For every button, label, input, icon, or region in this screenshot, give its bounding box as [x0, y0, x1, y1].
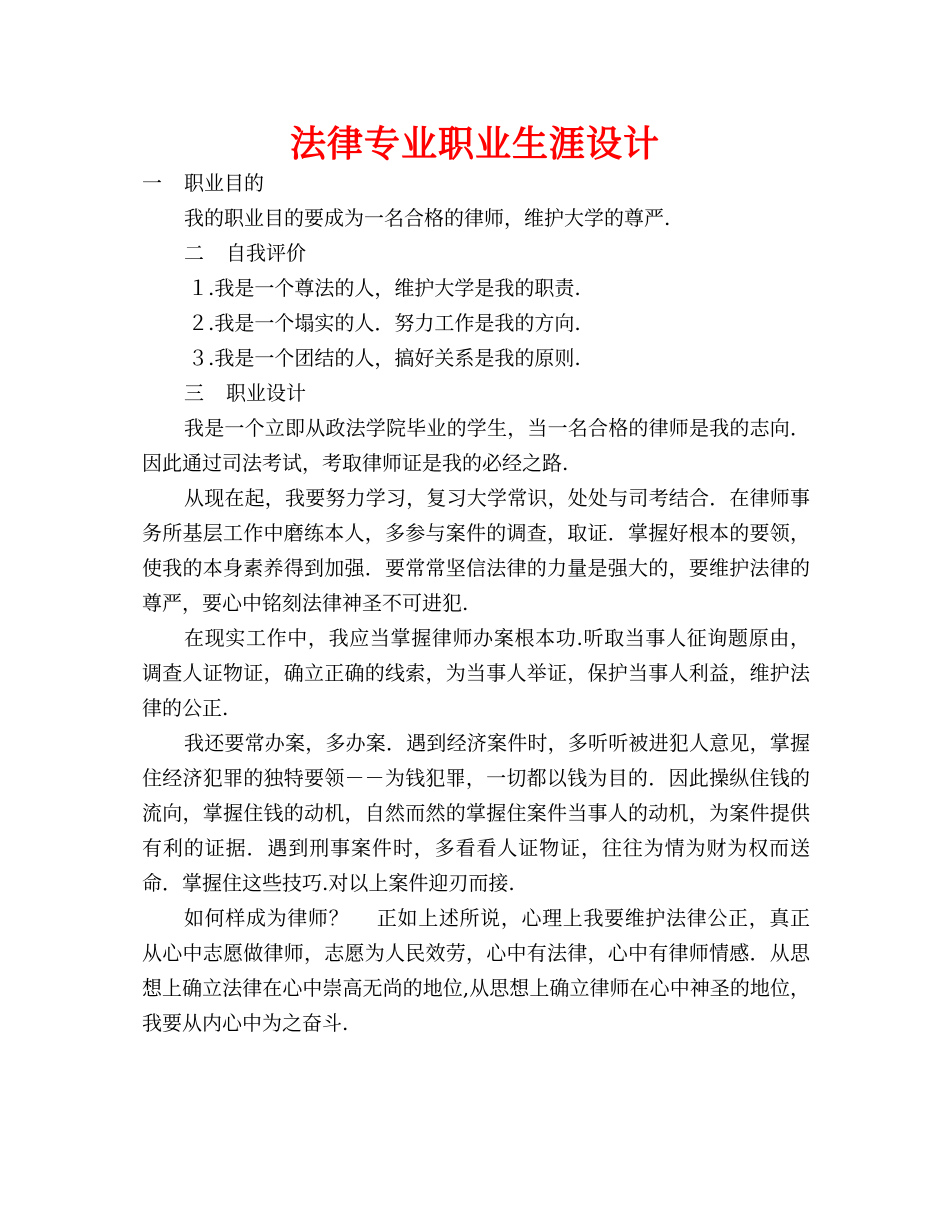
section-number: 二	[184, 241, 204, 265]
section-number: 一	[142, 171, 162, 195]
section-label: 职业设计	[226, 381, 306, 405]
section-label: 自我评价	[226, 241, 306, 265]
section-heading-career-design	[142, 376, 810, 411]
body-paragraph: 我还要常办案，多办案．遇到经济案件时，多听听被进犯人意见，掌握住经济犯罪的独特要领－－为钱犯罪，一切都以钱为目的．因此操纵住钱的流向，掌握住钱的动机，自然而然的掌握住案件当事人的动机，为案件提供有利的证据．遇到刑事案件时，多看看人证物证，往往为情为财为权而送命．掌握住这些技巧.对以上案件迎刃而接.	[142, 731, 810, 895]
self-eval-item: ３.我是一个团结的人，搞好关系是我的原则.	[188, 346, 581, 370]
self-eval-item: ２.我是一个塌实的人．努力工作是我的方向.	[188, 311, 581, 335]
goal-statement: 我的职业目的要成为一名合格的律师，维护大学的尊严.	[184, 206, 671, 230]
section-heading-self-evaluation	[142, 236, 810, 271]
self-eval-item: １.我是一个尊法的人，维护大学是我的职责.	[188, 276, 581, 300]
body-paragraph: 在现实工作中，我应当掌握律师办案根本功.听取当事人征询题原由，调查人证物证，确立正确的线索，为当事人举证，保护当事人利益，维护法律的公正.	[142, 626, 810, 720]
section-label: 职业目的	[184, 171, 264, 195]
document-body	[142, 166, 810, 1041]
section-heading-goal	[142, 166, 810, 201]
body-paragraph: 从现在起，我要努力学习，复习大学常识，处处与司考结合．在律师事务所基层工作中磨练本人，多参与案件的调查，取证．掌握好根本的要领，使我的本身素养得到加强．要常常坚信法律的力量是强大的，要维护法律的尊严，要心中铭刻法律神圣不可进犯.	[142, 486, 810, 615]
body-paragraph: 我是一个立即从政法学院毕业的学生，当一名合格的律师是我的志向．因此通过司法考试，考取律师证是我的必经之路.	[142, 416, 810, 475]
section-number: 三	[184, 381, 204, 405]
body-paragraph: 如何样成为律师？ 正如上述所说，心理上我要维护法律公正，真正从心中志愿做律师，志愿为人民效劳，心中有法律，心中有律师情感．从思想上确立法律在心中崇高无尚的地位,从思想上确立律师在心中神圣的地位，我要从内心中为之奋斗.	[142, 906, 810, 1035]
document-title: 法律专业职业生涯设计	[289, 124, 660, 165]
